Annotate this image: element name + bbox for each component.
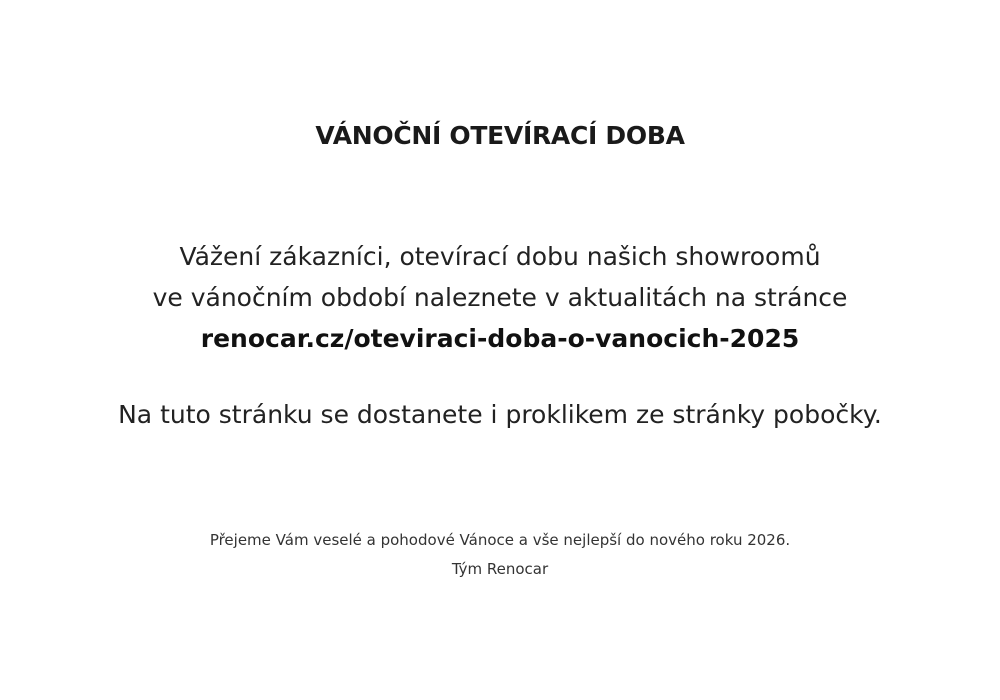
notice-title: VÁNOČNÍ OTEVÍRACÍ DOBA xyxy=(315,121,685,150)
message-line-1: Vážení zákazníci, otevírací dobu našich showroomů xyxy=(179,242,821,271)
notice-message xyxy=(0,236,1000,359)
holiday-greeting: Přejeme Vám veselé a pohodové Vánoce a vše nejlepší do nového roku 2026. xyxy=(209,531,791,549)
signature: Tým Renocar xyxy=(451,560,549,578)
opening-hours-url: renocar.cz/oteviraci-doba-o-vanocich-2025 xyxy=(200,324,800,353)
message-line-2: ve vánočním období naleznete v aktualitách na stránce xyxy=(152,283,848,312)
notice-footer xyxy=(0,526,1000,584)
branch-page-hint: Na tuto stránku se dostanete i proklikem ze stránky pobočky. xyxy=(118,400,882,429)
